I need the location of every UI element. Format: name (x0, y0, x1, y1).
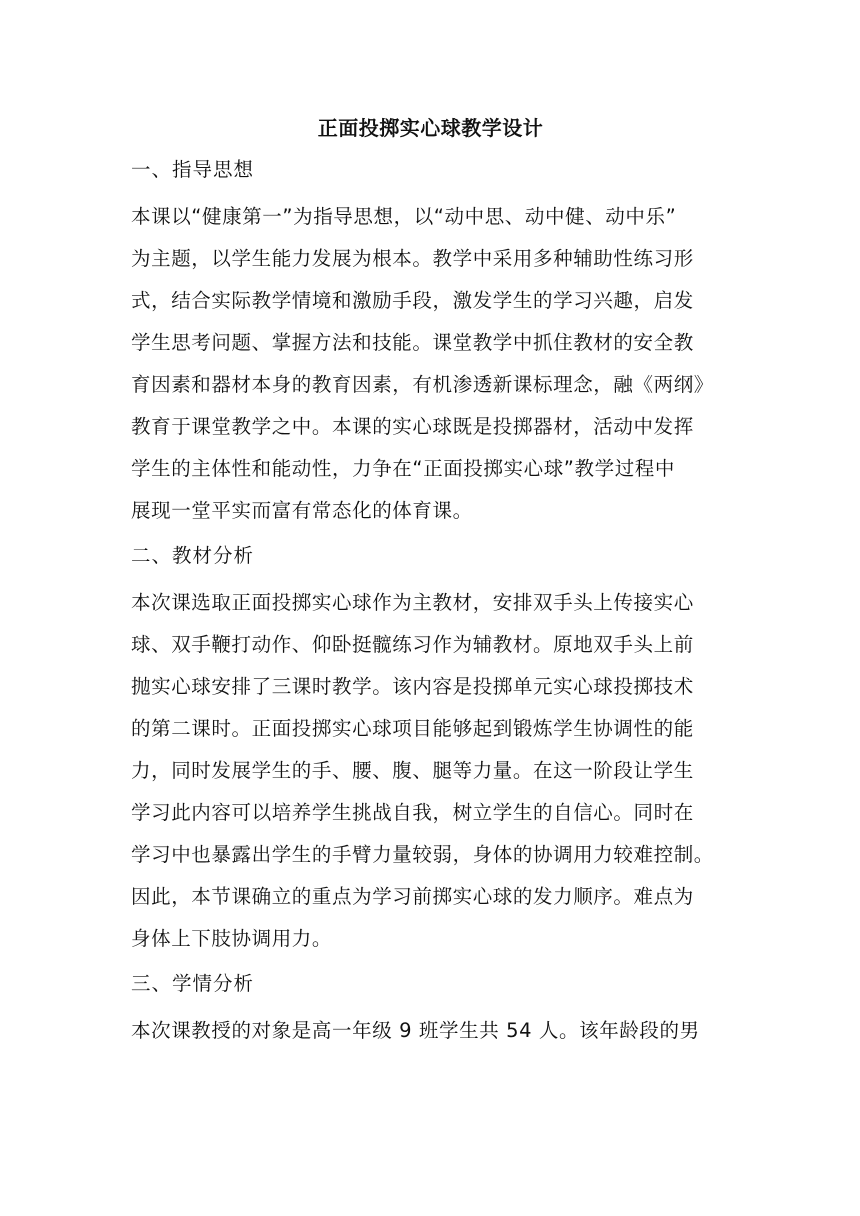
section-paragraph (131, 582, 740, 960)
section-material-analysis (131, 540, 740, 960)
paragraph-line: 学习中也暴露出学生的手臂力量较弱，身体的协调用力较难控制。 (131, 843, 714, 866)
paragraph-line: 球、双手鞭打动作、仰卧挺髋练习作为辅教材。原地双手头上前 (131, 633, 694, 656)
paragraph-line: 式，结合实际教学情境和激励手段，激发学生的学习兴趣，启发 (131, 289, 694, 312)
paragraph-line: 学生思考问题、掌握方法和技能。课堂教学中抓住教材的安全教 (131, 331, 694, 354)
paragraph-line: 展现一堂平实而富有常态化的体育课。 (131, 499, 473, 522)
section-guiding-ideology (131, 154, 740, 532)
paragraph-line: 抛实心球安排了三课时教学。该内容是投掷单元实心球投掷技术 (131, 675, 694, 698)
paragraph-line: 的第二课时。正面投掷实心球项目能够起到锻炼学生协调性的能 (131, 717, 694, 740)
section-paragraph (131, 196, 740, 532)
paragraph-line: 本次课选取正面投掷实心球作为主教材，安排双手头上传接实心 (131, 591, 694, 614)
section-heading: 一、指导思想 (131, 158, 255, 181)
paragraph-line: 教育于课堂教学之中。本课的实心球既是投掷器材，活动中发挥 (131, 415, 694, 438)
paragraph-line: 本课以“健康第一”为指导思想，以“动中思、动中健、动中乐” (131, 205, 677, 228)
document-title: 正面投掷实心球教学设计 (317, 116, 544, 140)
paragraph-line: 身体上下肢协调用力。 (131, 927, 333, 950)
paragraph-line: 为主题，以学生能力发展为根本。教学中采用多种辅助性练习形 (131, 247, 694, 270)
paragraph-line: 本次课教授的对象是高一年级 9 班学生共 54 人。该年龄段的男 (131, 1019, 700, 1042)
paragraph-line: 学生的主体性和能动性，力争在“正面投掷实心球”教学过程中 (131, 457, 676, 480)
paragraph-line: 因此，本节课确立的重点为学习前掷实心球的发力顺序。难点为 (131, 885, 694, 908)
paragraph-line: 力，同时发展学生的手、腰、腹、腿等力量。在这一阶段让学生 (131, 759, 694, 782)
section-heading: 三、学情分析 (131, 972, 255, 995)
section-paragraph (131, 1010, 740, 1052)
section-student-analysis (131, 968, 740, 1052)
section-heading: 二、教材分析 (131, 544, 255, 567)
paragraph-line: 育因素和器材本身的教育因素，有机渗透新课标理念，融《两纲》 (131, 373, 714, 396)
paragraph-line: 学习此内容可以培养学生挑战自我，树立学生的自信心。同时在 (131, 801, 694, 824)
